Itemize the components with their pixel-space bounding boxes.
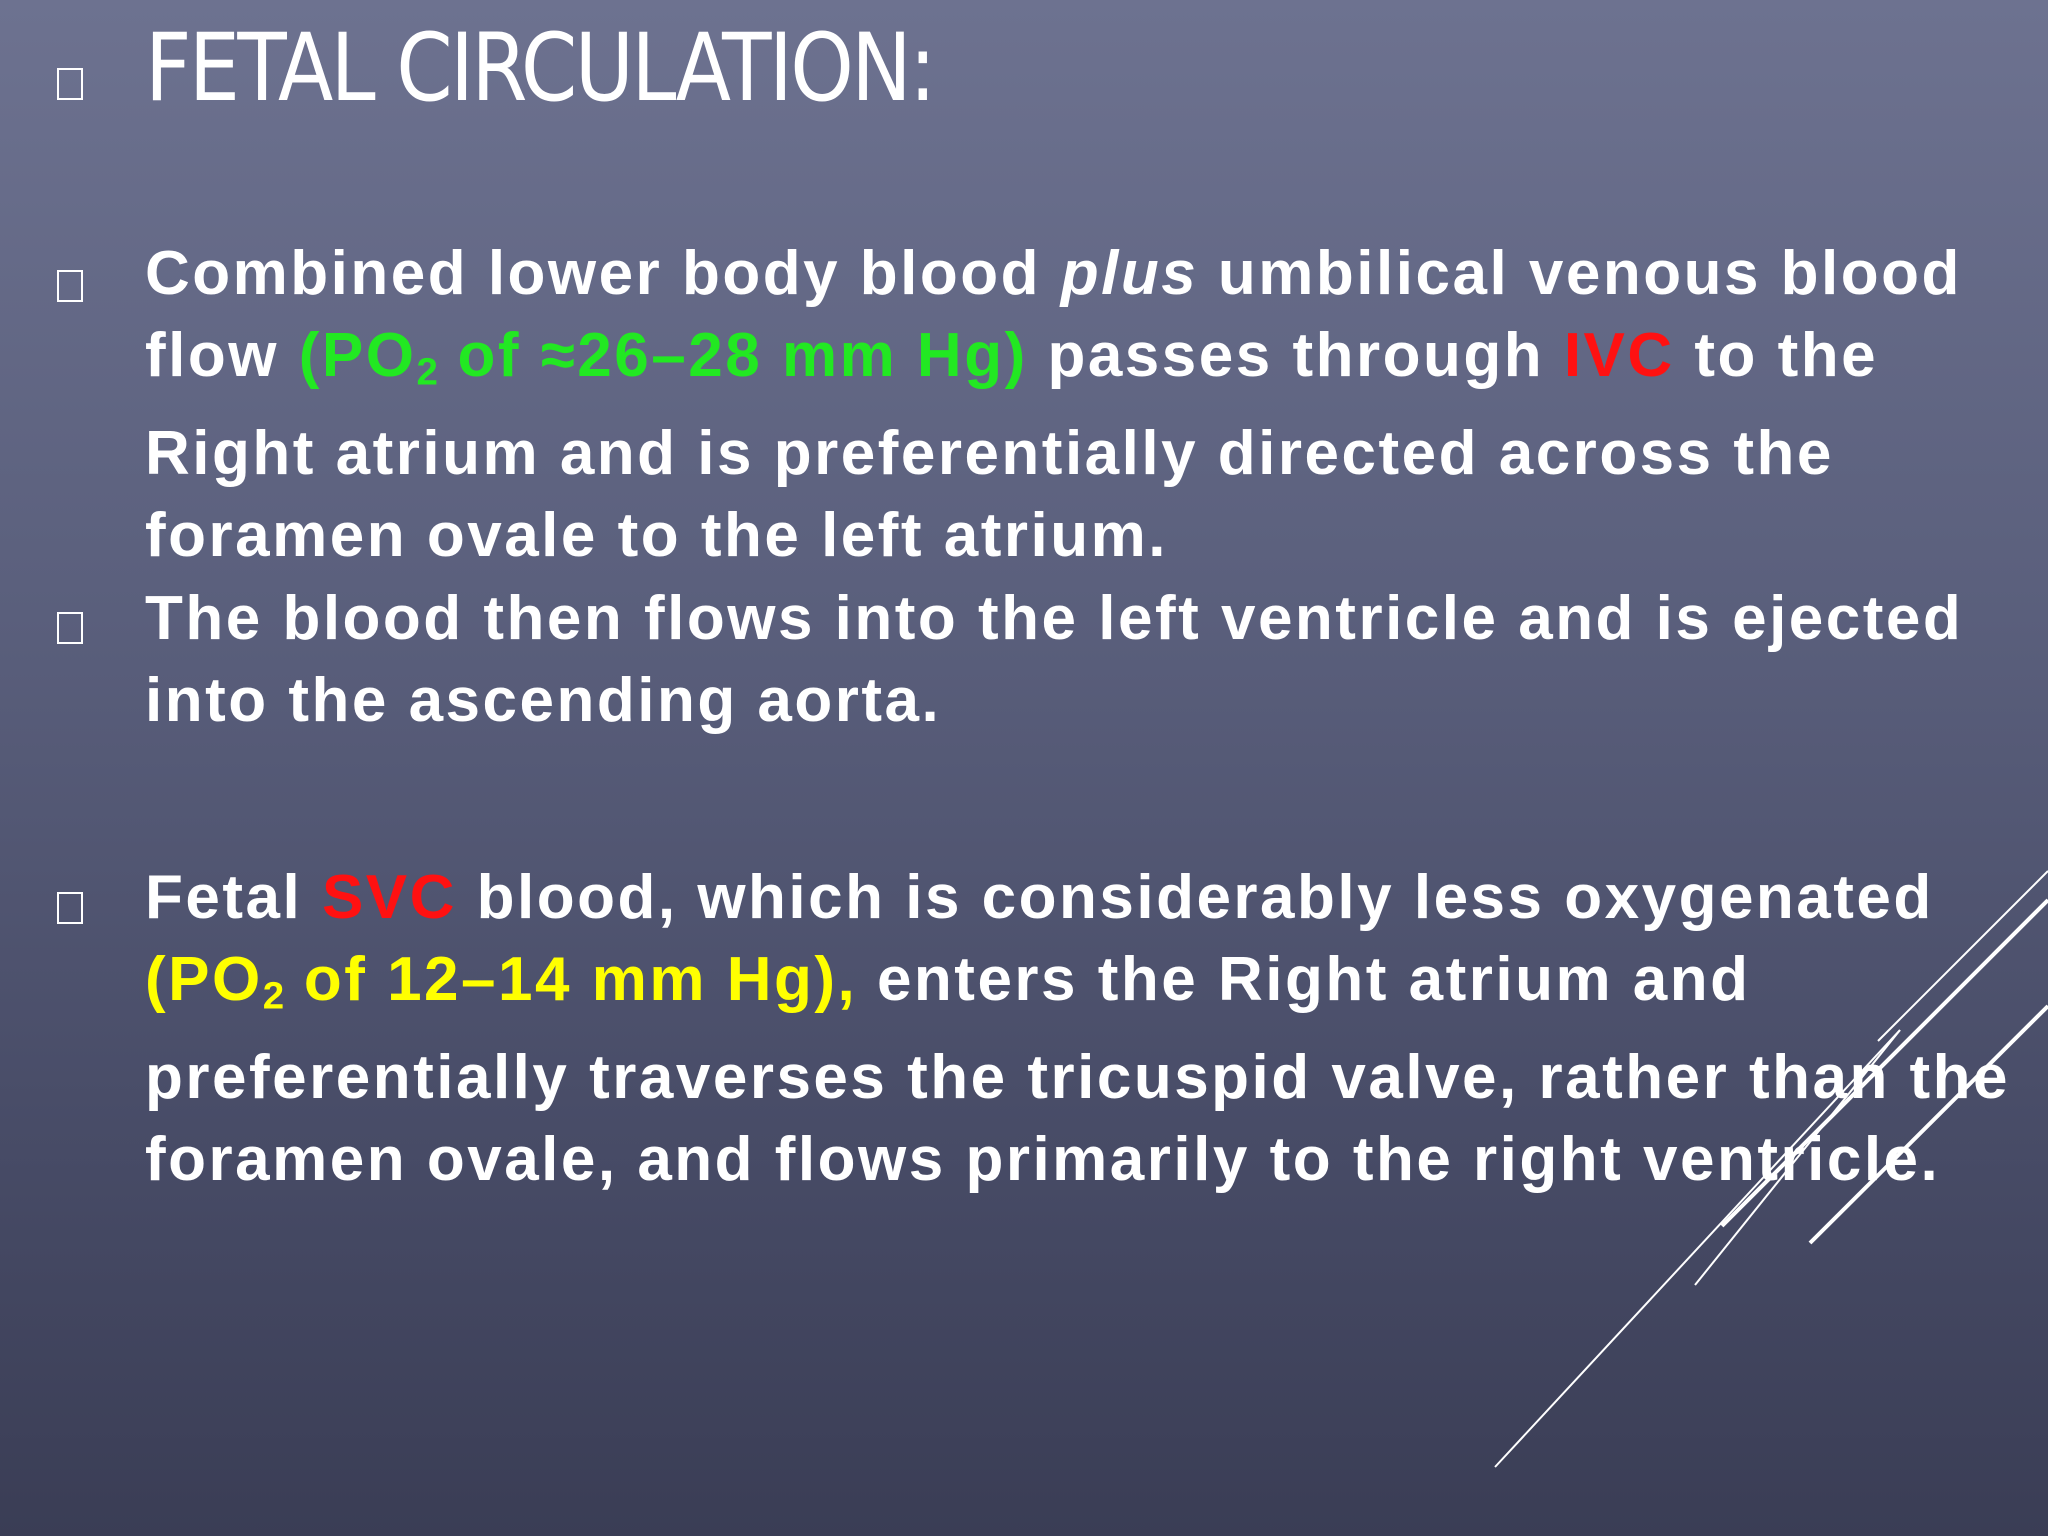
text-segment: Fetal <box>145 863 322 932</box>
svc-highlight: SVC <box>321 863 457 932</box>
text-segment: to the Right atrium and is preferentially directed across the foramen ovale to the left atrium. <box>145 321 1879 571</box>
text-segment: blood, which is considerably less oxygenated <box>456 863 1934 932</box>
text-segment: enters the Right atrium and preferentially traverses the tricuspid valve, rather than the foramen ovale, and flows primarily to the right ventricle. <box>145 945 2011 1195</box>
po2-value-highlight: ($PO_2$ of 12–14 mm Hg), <box>145 945 858 1018</box>
text-segment: The blood then flows into the left ventricle and is ejected into the ascending aorta. <box>145 584 1964 735</box>
ivc-highlight: IVC <box>1563 321 1675 390</box>
text-segment: Combined lower body blood <box>145 239 1061 308</box>
text-segment: passes through <box>1027 321 1564 390</box>
po2-value-highlight: ($PO_2$ of ≈26–28 mm Hg) <box>298 321 1028 394</box>
slide-title: FETAL CIRCULATION: <box>145 14 934 123</box>
italic-word: plus <box>1060 239 1199 308</box>
text-segment: umbilical venous blood flow <box>145 239 1962 390</box>
